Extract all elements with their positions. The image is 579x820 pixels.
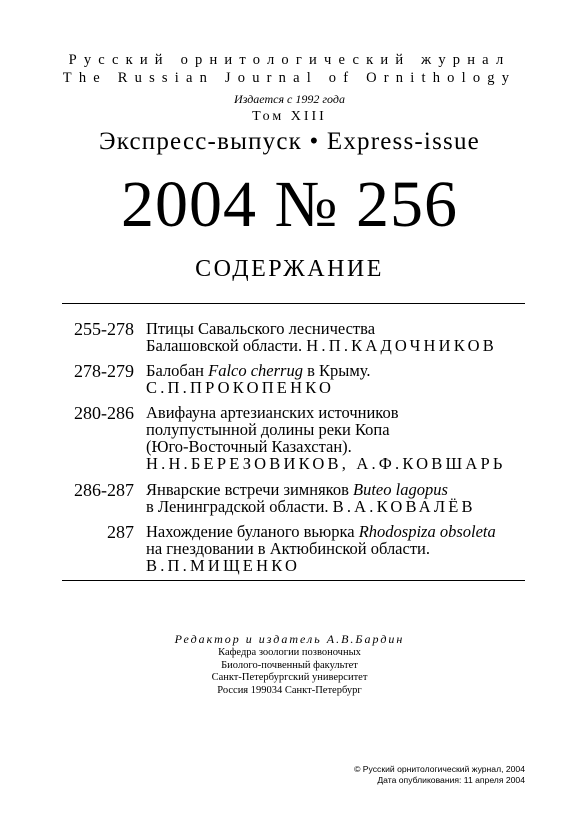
entry-authors: В.П.МИЩЕНКО — [146, 556, 301, 575]
entry-title-text: Нахождение буланого вьюрка — [146, 522, 359, 541]
latin-species-name: Falco cherrug — [208, 361, 303, 380]
entry-title-line — [146, 481, 476, 498]
entry-title-text: Балашовской области. — [146, 336, 307, 355]
entry-authors: Н.Н.БЕРЕЗОВИКОВ, А.Ф.КОВШАРЬ — [146, 454, 506, 473]
entry-title-line: Авифауна артезианских источников — [146, 403, 399, 422]
copyright-notice: © Русский орнитологический журнал, 2004 — [354, 764, 525, 774]
entry-title-text: в Крыму. — [302, 361, 371, 380]
bottom-divider — [62, 580, 525, 581]
entry-title-line: (Юго-Восточный Казахстан). — [146, 437, 352, 456]
entry-title-line — [146, 498, 476, 515]
entry-pages: 255-278 — [74, 319, 134, 339]
top-divider — [62, 303, 525, 304]
entry-pages: 278-279 — [74, 361, 134, 381]
toc-entry[interactable] — [146, 523, 496, 574]
publisher-address — [0, 647, 579, 697]
express-issue-label: Экспресс-выпуск • Express-issue — [99, 128, 480, 155]
address-line: Биолого-почвенный факультет — [221, 659, 358, 671]
entry-title-text: в Ленинградской области. — [146, 497, 333, 516]
address-line: Кафедра зоологии позвоночных — [218, 647, 361, 658]
entry-title-line — [146, 337, 497, 354]
journal-title-ru: Русский орнитологический журнал — [68, 52, 511, 68]
entry-pages: 280-286 — [74, 403, 134, 423]
entry-title-line — [146, 523, 496, 540]
entry-authors: Н.П.КАДОЧНИКОВ — [306, 336, 497, 355]
toc-entry[interactable] — [146, 362, 371, 396]
entry-title-line: на гнездовании в Актюбинской области. — [146, 539, 430, 558]
journal-title-en: The Russian Journal of Ornithology — [62, 70, 517, 86]
editor-line: Редактор и издатель А.В.Бардин — [174, 632, 405, 646]
entry-pages: 286-287 — [74, 480, 134, 500]
volume-number: Том XIII — [252, 109, 327, 124]
toc-entry[interactable] — [146, 320, 497, 354]
publishing-since: Издается с 1992 года — [234, 92, 345, 106]
address-line: Санкт-Петербургский университет — [211, 672, 368, 683]
entry-title-line: Птицы Савальского лесничества — [146, 319, 376, 338]
entry-authors: В.А.КОВАЛЁВ — [332, 497, 476, 516]
entry-title-text: Январские встречи зимняков — [146, 480, 353, 499]
entry-title-line — [146, 362, 371, 379]
latin-species-name: Rhodospiza obsoleta — [358, 522, 496, 541]
entry-authors: С.П.ПРОКОПЕНКО — [146, 378, 335, 397]
address-line: Россия 199034 Санкт-Петербург — [217, 684, 362, 696]
footer — [354, 764, 525, 785]
entry-pages: 287 — [107, 522, 134, 542]
entry-title-line: полупустынной долины реки Копа — [146, 420, 390, 439]
toc-entry[interactable] — [146, 481, 476, 515]
toc-entry[interactable] — [146, 404, 506, 472]
entry-title-text: Балобан — [146, 361, 209, 380]
contents-heading: СОДЕРЖАНИЕ — [195, 256, 384, 282]
latin-species-name: Buteo lagopus — [353, 480, 448, 499]
issue-number: 2004 № 256 — [121, 168, 458, 241]
publication-date: Дата опубликования: 11 апреля 2004 — [377, 774, 525, 785]
